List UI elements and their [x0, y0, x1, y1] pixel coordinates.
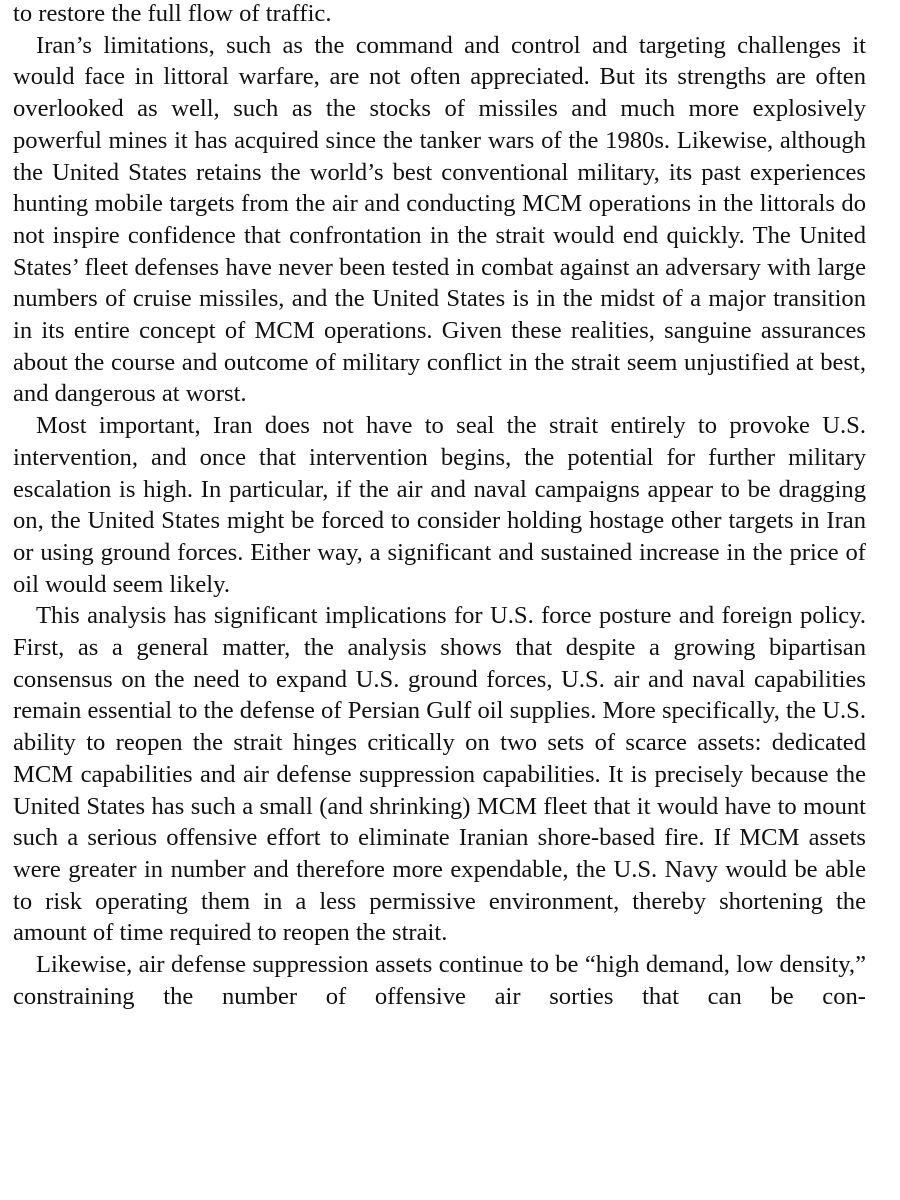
paragraph-implications: This analysis has significant implications for U.S. force posture and foreign policy. First, as a general matter, the analysis shows that despite a growing bipartisan consensus on the need to expand U.S. ground forces, U.S. air and naval capabilities remain essential to the defense of Persian Gulf oil supplies. More specifically, the U.S. ability to reopen the strait hinges critically on two sets of scarce assets: dedicated MCM capabilities and air defense suppression capabilities. It is precisely because the United States has such a small (and shrinking) MCM fleet that it would have to mount such a serious offensive effort to eliminate Iranian shore-based fire. If MCM assets were greater in number and therefore more expendable, the U.S. Navy would be able to risk operating them in a less permissive environment, thereby shortening the amount of time required to reopen the strait. [13, 602, 866, 947]
paragraph-iran-limitations: Iran’s limitations, such as the command and control and targeting challenges it would face in littoral warfare, are not often appreciated. But its strengths are often overlooked as well, such as the stocks of missiles and much more explosively powerful mines it has acquired since the tanker wars of the 1980s. Likewise, although the United States retains the world’s best conventional military, its past experiences hunting mobile targets from the air and conducting MCM operations in the littorals do not inspire confidence that confrontation in the strait would end quickly. The United States’ fleet defenses have never been tested in combat against an adversary with large numbers of cruise missiles, and the United States is in the midst of a major transition in its entire concept of MCM operations. Given these realities, sanguine assurances about the course and outcome of military conflict in the strait seem unjustified at best, and dangerous at worst. [13, 31, 866, 408]
paragraph-continuation: to restore the full flow of traffic. [13, 0, 332, 27]
document-page [13, 0, 866, 1013]
paragraph-escalation: Most important, Iran does not have to seal the strait entirely to provoke U.S. intervention, and once that intervention begins, the potential for further military escalation is high. In particular, if the air and naval campaigns appear to be dragging on, the United States might be forced to consider holding hostage other targets in Iran or using ground forces. Either way, a significant and sustained increase in the price of oil would seem likely. [13, 412, 866, 598]
paragraph-air-defense: Likewise, air defense suppression assets continue to be “high demand, low density,” constraining the number of offensive air sorties that can be con- [13, 951, 866, 1010]
